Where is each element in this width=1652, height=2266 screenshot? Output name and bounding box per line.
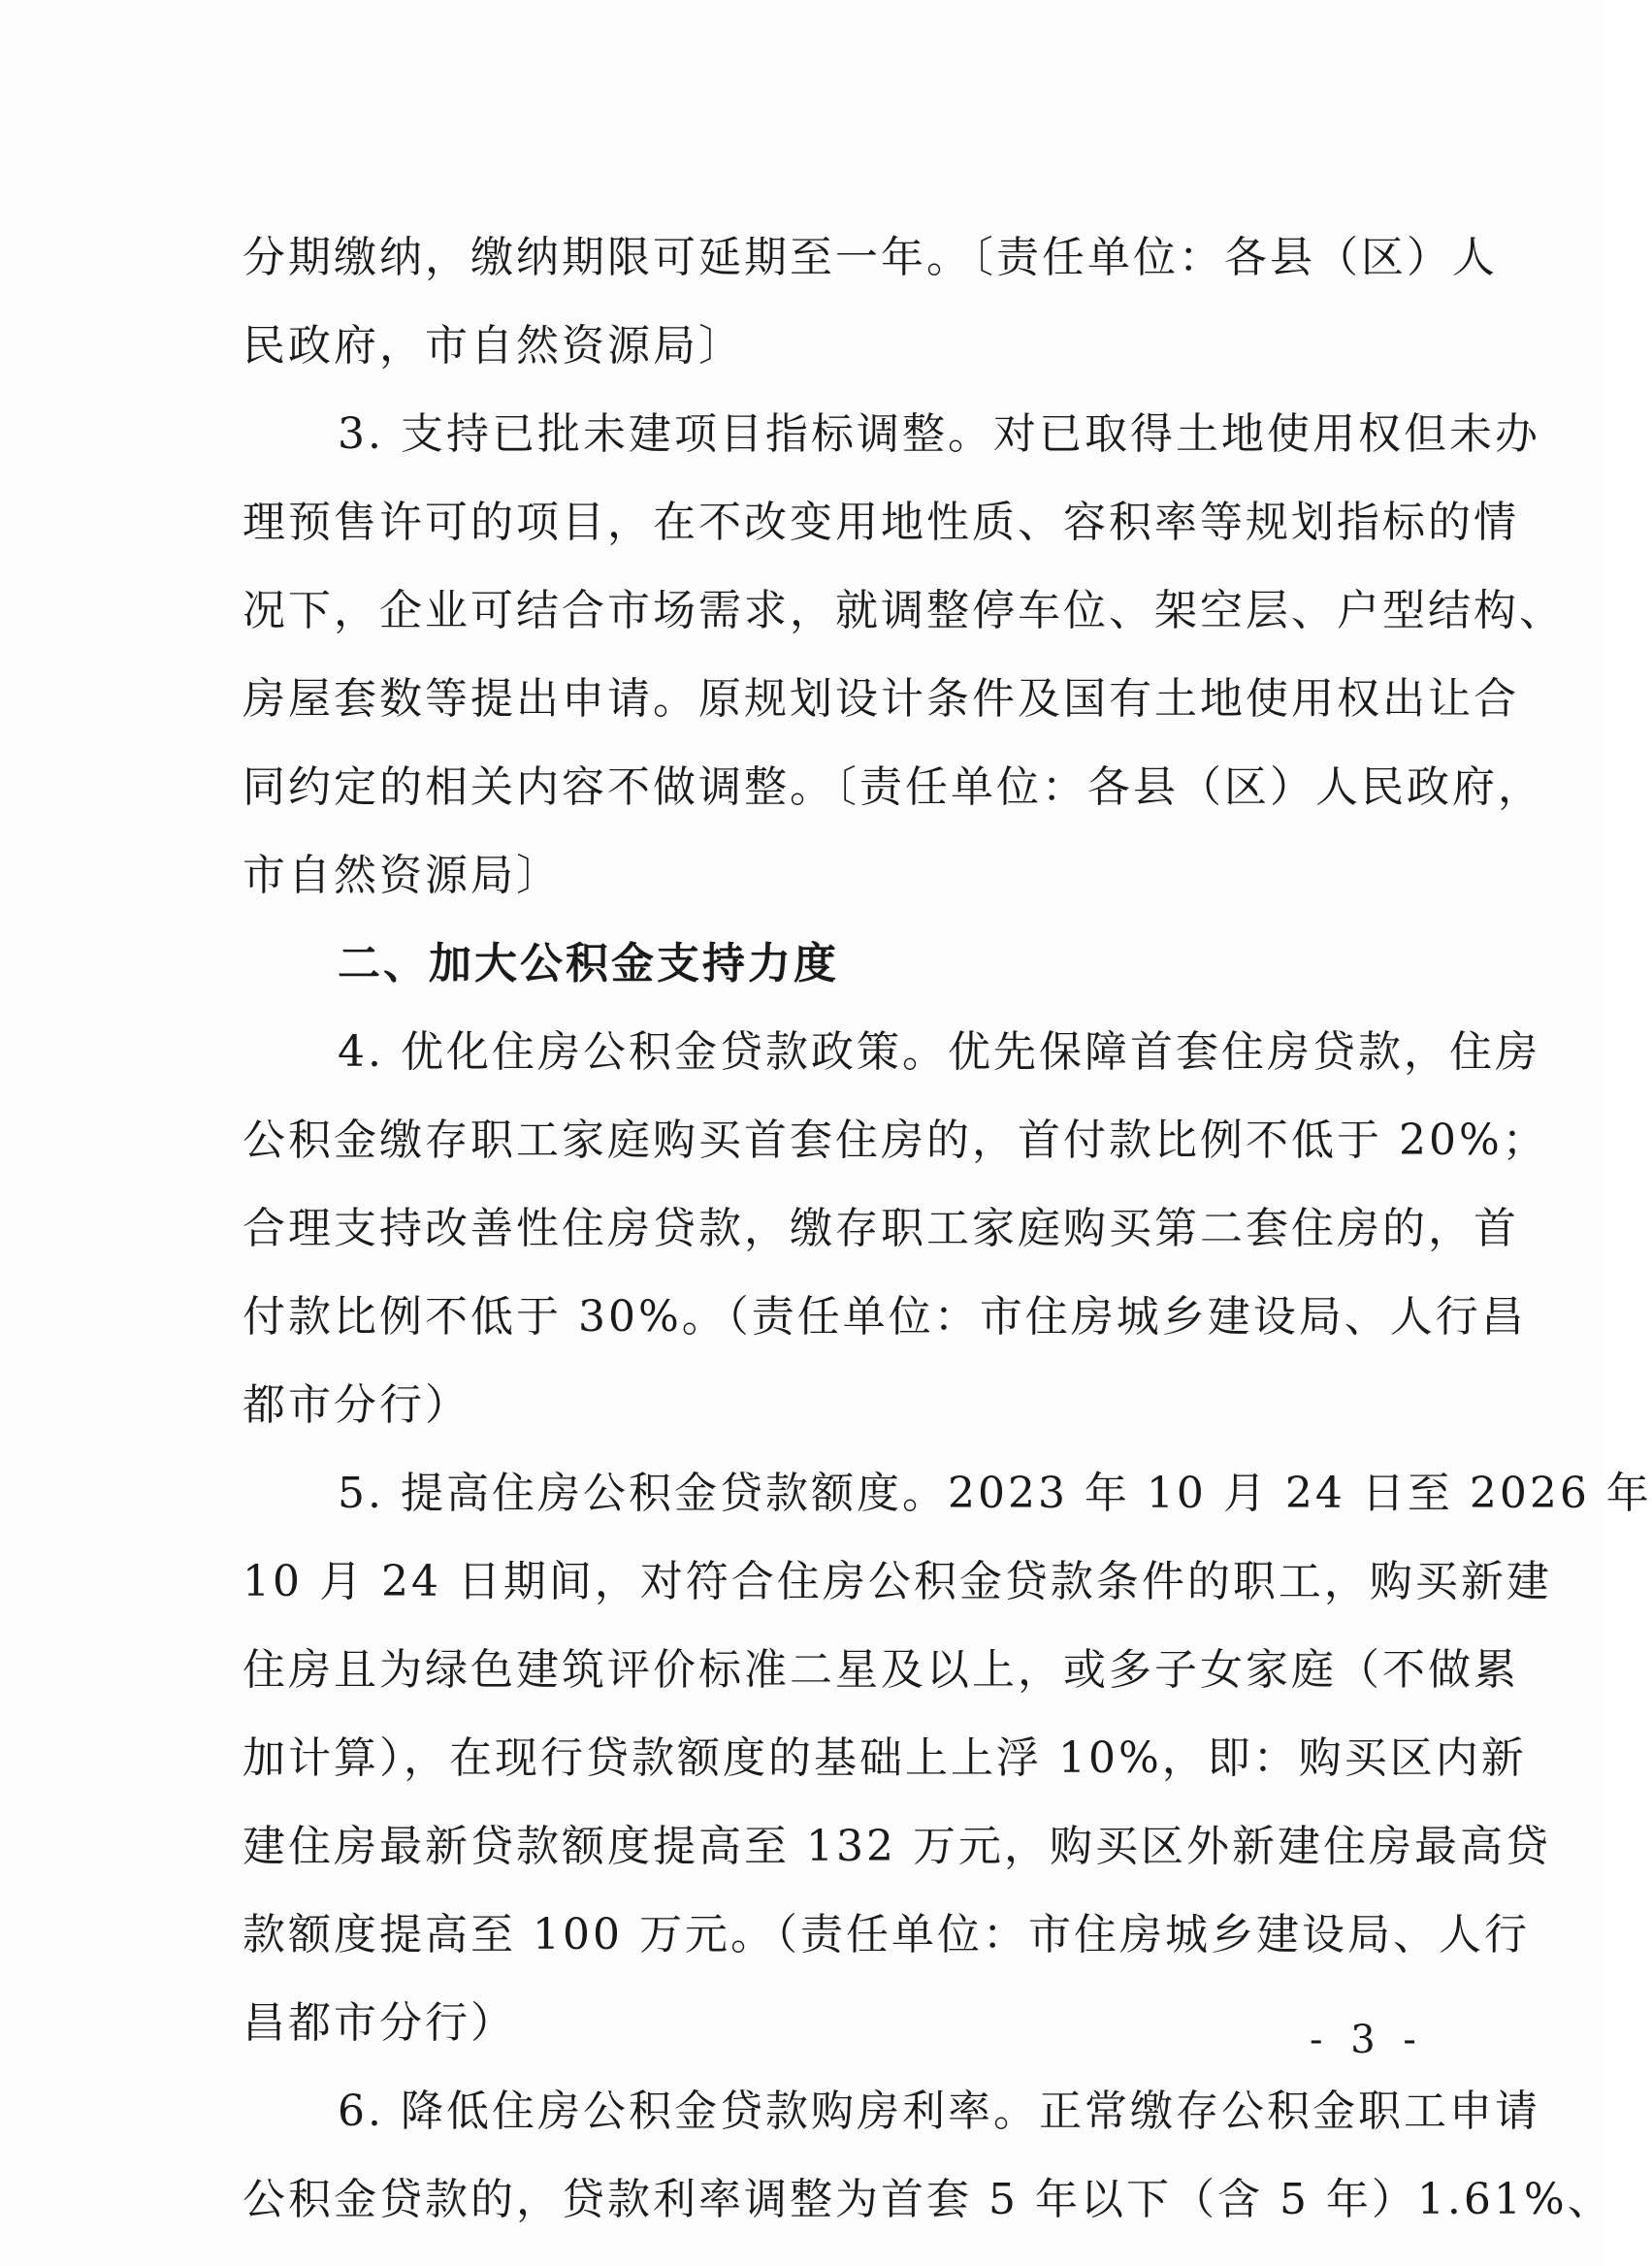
page-number: - 3 - (1310, 2018, 1424, 2062)
paragraph-line: 公积金缴存职工家庭购买首套住房的，首付款比例不低于 20%； (243, 1116, 1548, 1165)
paragraph-line: 同约定的相关内容不做调整。〔责任单位：各县（区）人民政府， (243, 762, 1543, 812)
paragraph-line: 4. 优化住房公积金贷款政策。优先保障首套住房贷款，住房 (338, 1027, 1540, 1077)
paragraph-line: 民政府，市自然资源局〕 (243, 321, 744, 371)
paragraph-line: 昌都市分行） (243, 1998, 516, 2048)
paragraph-line: 10 月 24 日期间，对符合住房公积金贷款条件的职工，购买新建 (243, 1557, 1552, 1606)
paragraph-line: 公积金贷款的，贷款利率调整为首套 5 年以下（含 5 年）1.61%、 (243, 2175, 1613, 2224)
document-body (243, 213, 1652, 2244)
paragraph-line: 况下，企业可结合市场需求，就调整停车位、架空层、户型结构、 (243, 586, 1565, 635)
paragraph-line: 6. 降低住房公积金贷款购房利率。正常缴存公积金职工申请 (338, 2087, 1540, 2136)
paragraph-line: 款额度提高至 100 万元。（责任单位：市住房城乡建设局、人行 (243, 1910, 1530, 1959)
paragraph-line: 房屋套数等提出申请。原规划设计条件及国有土地使用权出让合 (243, 674, 1519, 724)
paragraph-line: 加计算），在现行贷款额度的基础上上浮 10%，即：购买区内新 (243, 1733, 1527, 1783)
paragraph-line: 付款比例不低于 30%。（责任单位：市住房城乡建设局、人行昌 (243, 1292, 1527, 1342)
paragraph-line: 建住房最新贷款额度提高至 132 万元，购买区外新建住房最高贷 (243, 1822, 1551, 1871)
section-heading: 二、加大公积金支持力度 (338, 939, 839, 988)
paragraph-line: 5. 提高住房公积金贷款额度。2023 年 10 月 24 日至 2026 年 (338, 1469, 1652, 1518)
paragraph-line: 合理支持改善性住房贷款，缴存职工家庭购买第二套住房的，首 (243, 1204, 1519, 1253)
paragraph-line: 理预售许可的项目，在不改变用地性质、容积率等规划指标的情 (243, 498, 1519, 547)
paragraph-line: 住房且为绿色建筑评价标准二星及以上，或多子女家庭（不做累 (243, 1645, 1519, 1695)
paragraph-line: 市自然资源局〕 (243, 851, 562, 900)
paragraph-line: 都市分行） (243, 1380, 470, 1430)
paragraph-line: 3. 支持已批未建项目指标调整。对已取得土地使用权但未办 (338, 409, 1540, 459)
paragraph-line: 分期缴纳，缴纳期限可延期至一年。〔责任单位：各县（区）人 (243, 233, 1498, 282)
